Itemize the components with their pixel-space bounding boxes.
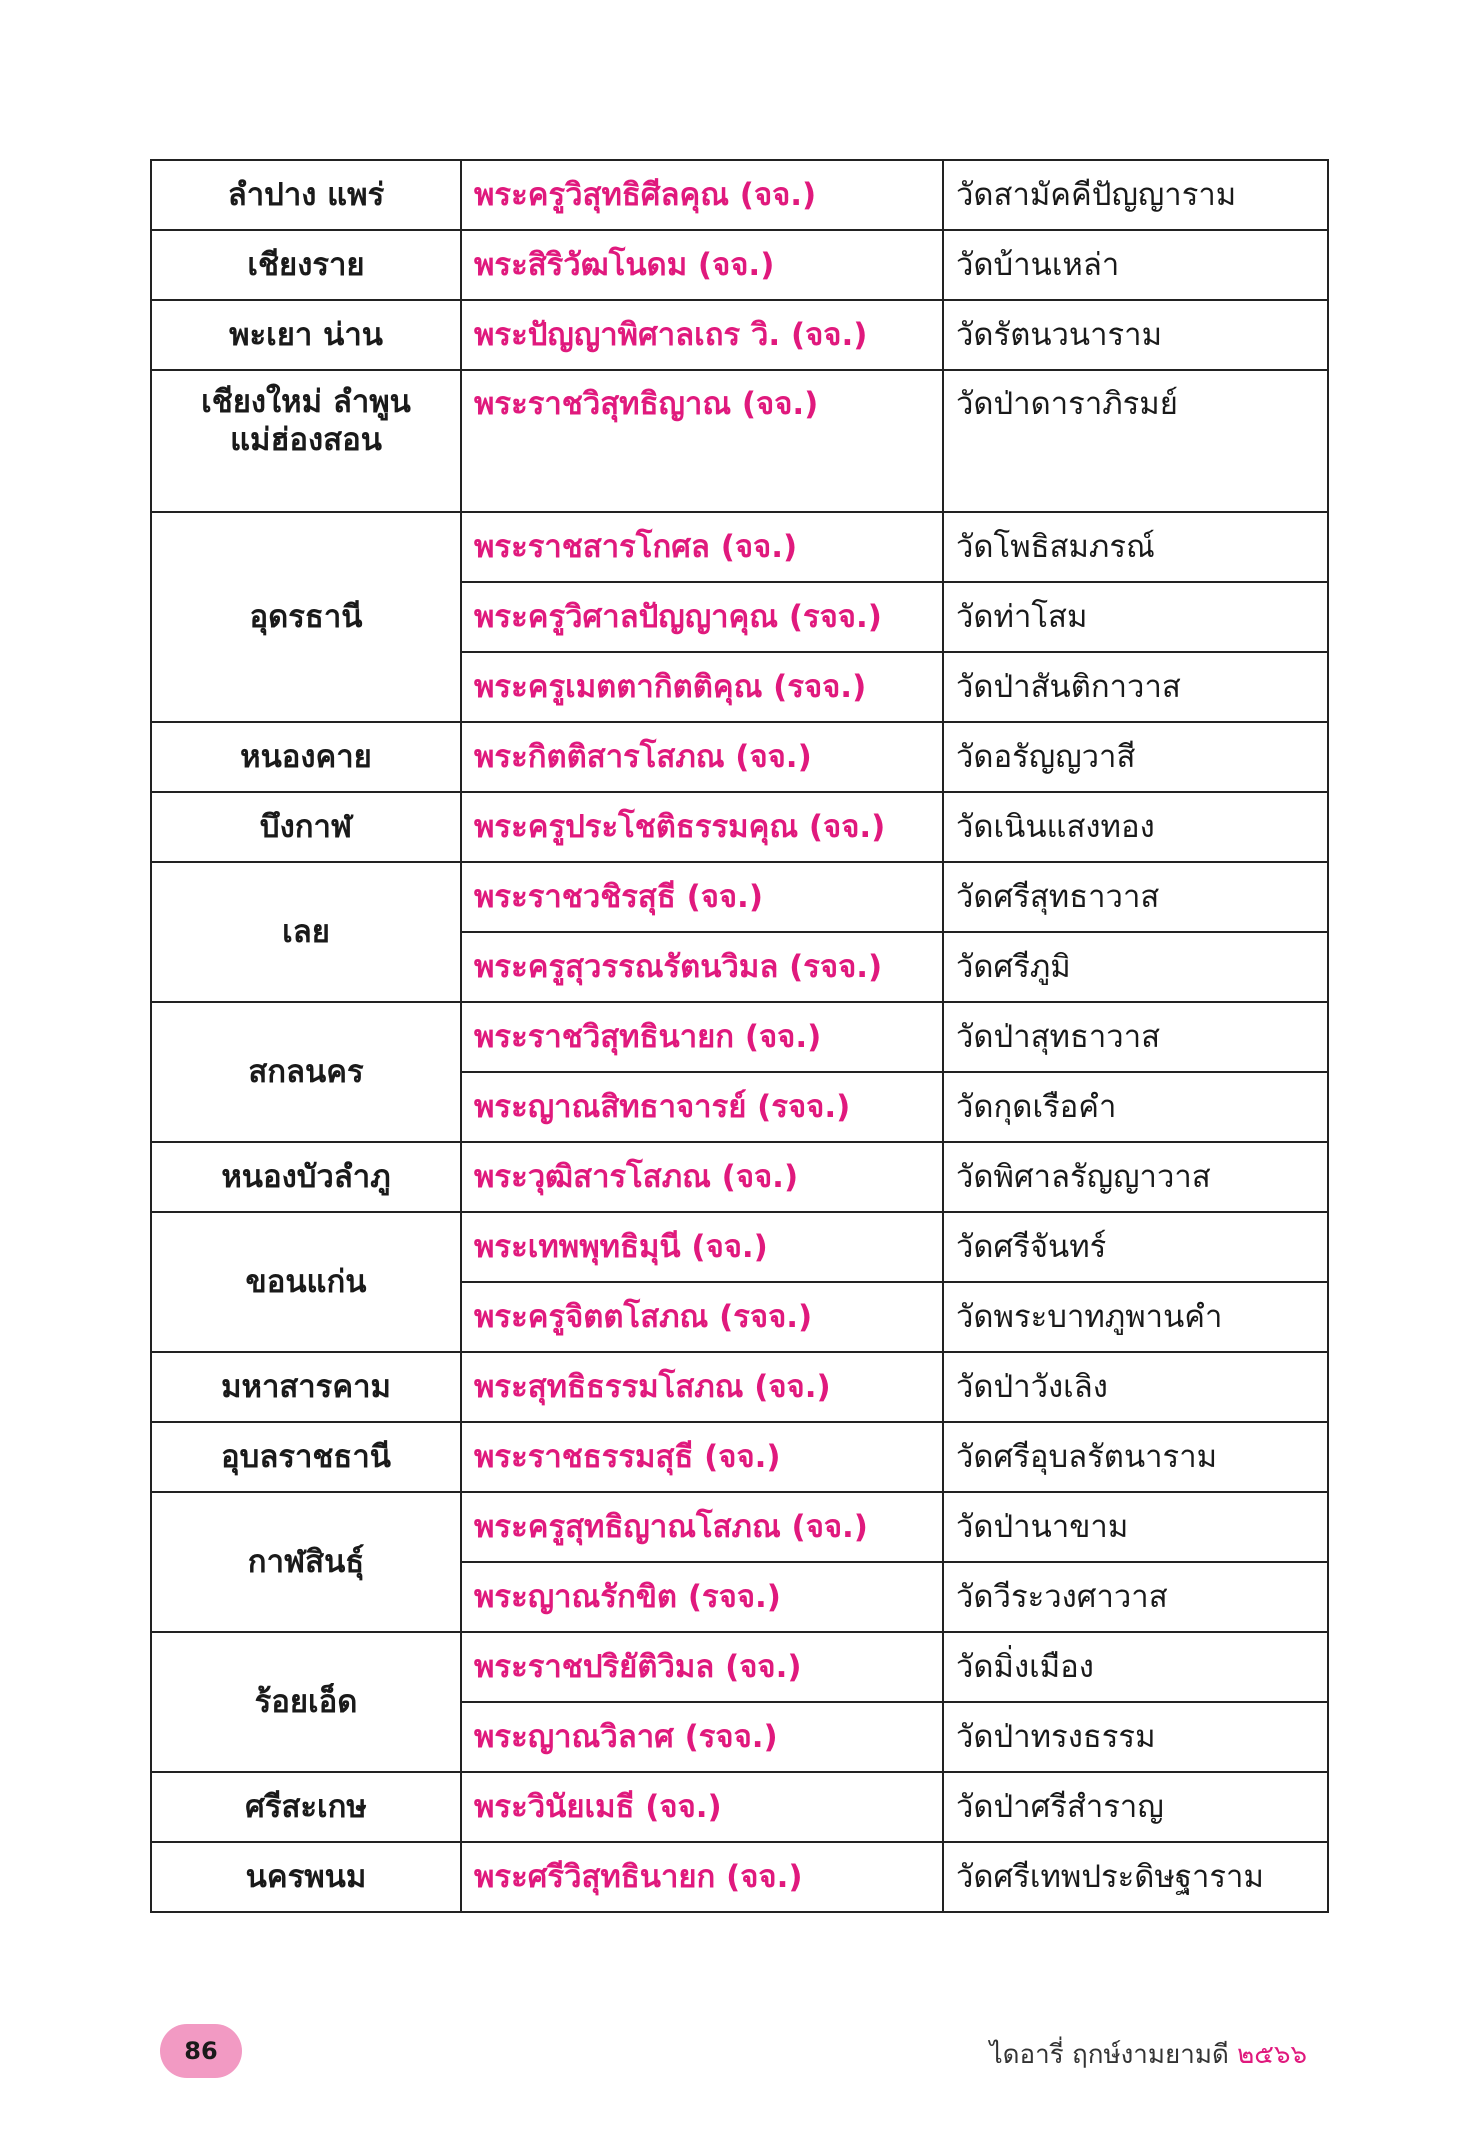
temple-cell: วัดสามัคคีปัญญาราม xyxy=(943,160,1328,230)
monk-name-cell: พระราชปริยัติวิมล (จจ.) xyxy=(461,1632,943,1702)
province-cell: กาฬสินธุ์ xyxy=(151,1492,461,1632)
table-row xyxy=(151,1212,1328,1282)
table-row xyxy=(151,512,1328,582)
province-cell: ขอนแก่น xyxy=(151,1212,461,1352)
monk-name-cell: พระครูจิตตโสภณ (รจจ.) xyxy=(461,1282,943,1352)
monk-name-cell: พระวินัยเมธี (จจ.) xyxy=(461,1772,943,1842)
table-row xyxy=(151,1422,1328,1492)
province-cell: ศรีสะเกษ xyxy=(151,1772,461,1842)
monk-name-cell: พระราชวิสุทธินายก (จจ.) xyxy=(461,1002,943,1072)
temple-cell: วัดวีระวงศาวาส xyxy=(943,1562,1328,1632)
page-number: 86 xyxy=(184,2037,218,2065)
province-cell: เชียงใหม่ ลำพูน แม่ฮ่องสอน xyxy=(151,370,461,512)
temple-cell: วัดท่าโสม xyxy=(943,582,1328,652)
temple-cell: วัดป่าสุทธาวาส xyxy=(943,1002,1328,1072)
province-cell: มหาสารคาม xyxy=(151,1352,461,1422)
table-row xyxy=(151,1772,1328,1842)
monk-name-cell: พระญาณรักขิต (รจจ.) xyxy=(461,1562,943,1632)
monk-name-cell: พระราชวชิรสุธี (จจ.) xyxy=(461,862,943,932)
temple-cell: วัดป่าวังเลิง xyxy=(943,1352,1328,1422)
table-row xyxy=(151,1352,1328,1422)
monk-name-cell: พระเทพพุทธิมุนี (จจ.) xyxy=(461,1212,943,1282)
table-row xyxy=(151,1002,1328,1072)
monk-name-cell: พระครูสุวรรณรัตนวิมล (รจจ.) xyxy=(461,932,943,1002)
temple-cell: วัดรัตนวนาราม xyxy=(943,300,1328,370)
monk-name-cell: พระสิริวัฒโนดม (จจ.) xyxy=(461,230,943,300)
footer-title xyxy=(990,2034,1307,2075)
table-row xyxy=(151,160,1328,230)
temple-cell: วัดศรีจันทร์ xyxy=(943,1212,1328,1282)
temple-cell: วัดป่าทรงธรรม xyxy=(943,1702,1328,1772)
monk-name-cell: พระปัญญาพิศาลเถร วิ. (จจ.) xyxy=(461,300,943,370)
roster-body xyxy=(151,160,1328,1912)
table-row xyxy=(151,1492,1328,1562)
temple-cell: วัดโพธิสมภรณ์ xyxy=(943,512,1328,582)
monk-name-cell: พระครูประโชติธรรมคุณ (จจ.) xyxy=(461,792,943,862)
table-row xyxy=(151,1142,1328,1212)
temple-cell: วัดป่าศรีสำราญ xyxy=(943,1772,1328,1842)
temple-cell: วัดอรัญญวาสี xyxy=(943,722,1328,792)
table-row xyxy=(151,722,1328,792)
monk-name-cell: พระครูวิสุทธิศีลคุณ (จจ.) xyxy=(461,160,943,230)
province-cell: นครพนม xyxy=(151,1842,461,1912)
footer-year: ๒๕๖๖ xyxy=(1237,2040,1307,2070)
table-row xyxy=(151,370,1328,512)
monk-name-cell: พระครูวิศาลปัญญาคุณ (รจจ.) xyxy=(461,582,943,652)
temple-cell: วัดศรีเทพประดิษฐาราม xyxy=(943,1842,1328,1912)
province-cell: อุดรธานี xyxy=(151,512,461,722)
monk-name-cell: พระญาณวิลาศ (รจจ.) xyxy=(461,1702,943,1772)
table-row xyxy=(151,792,1328,862)
province-cell: สกลนคร xyxy=(151,1002,461,1142)
province-cell: บึงกาฬ xyxy=(151,792,461,862)
province-cell: ร้อยเอ็ด xyxy=(151,1632,461,1772)
temple-cell: วัดป่านาขาม xyxy=(943,1492,1328,1562)
monk-name-cell: พระกิตติสารโสภณ (จจ.) xyxy=(461,722,943,792)
temple-cell: วัดมิ่งเมือง xyxy=(943,1632,1328,1702)
temple-cell: วัดพระบาทภูพานคำ xyxy=(943,1282,1328,1352)
temple-cell: วัดศรีสุทธาวาส xyxy=(943,862,1328,932)
monk-name-cell: พระราชวิสุทธิญาณ (จจ.) xyxy=(461,370,943,512)
footer-title-text: ไดอารี่ ฤกษ์งามยามดี xyxy=(989,2040,1229,2070)
monk-name-cell: พระวุฒิสารโสภณ (จจ.) xyxy=(461,1142,943,1212)
table-row xyxy=(151,862,1328,932)
table-row xyxy=(151,300,1328,370)
monk-roster-table xyxy=(150,159,1329,1913)
table-row xyxy=(151,230,1328,300)
page-number-badge xyxy=(160,2024,242,2078)
province-cell: หนองคาย xyxy=(151,722,461,792)
temple-cell: วัดป่าดาราภิรมย์ xyxy=(943,370,1328,512)
province-cell: ลำปาง แพร่ xyxy=(151,160,461,230)
province-cell: เชียงราย xyxy=(151,230,461,300)
monk-name-cell: พระศรีวิสุทธินายก (จจ.) xyxy=(461,1842,943,1912)
monk-name-cell: พระราชธรรมสุธี (จจ.) xyxy=(461,1422,943,1492)
monk-name-cell: พระญาณสิทธาจารย์ (รจจ.) xyxy=(461,1072,943,1142)
table-row xyxy=(151,1632,1328,1702)
table-row xyxy=(151,1842,1328,1912)
province-cell: อุบลราชธานี xyxy=(151,1422,461,1492)
monk-name-cell: พระครูเมตตากิตติคุณ (รจจ.) xyxy=(461,652,943,722)
monk-name-cell: พระราชสารโกศล (จจ.) xyxy=(461,512,943,582)
temple-cell: วัดศรีอุบลรัตนาราม xyxy=(943,1422,1328,1492)
province-cell: เลย xyxy=(151,862,461,1002)
province-cell: หนองบัวลำภู xyxy=(151,1142,461,1212)
monk-name-cell: พระครูสุทธิญาณโสภณ (จจ.) xyxy=(461,1492,943,1562)
temple-cell: วัดพิศาลรัญญาวาส xyxy=(943,1142,1328,1212)
monk-name-cell: พระสุทธิธรรมโสภณ (จจ.) xyxy=(461,1352,943,1422)
temple-cell: วัดศรีภูมิ xyxy=(943,932,1328,1002)
temple-cell: วัดกุดเรือคำ xyxy=(943,1072,1328,1142)
temple-cell: วัดเนินแสงทอง xyxy=(943,792,1328,862)
temple-cell: วัดบ้านเหล่า xyxy=(943,230,1328,300)
province-cell: พะเยา น่าน xyxy=(151,300,461,370)
temple-cell: วัดป่าสันติกาวาส xyxy=(943,652,1328,722)
